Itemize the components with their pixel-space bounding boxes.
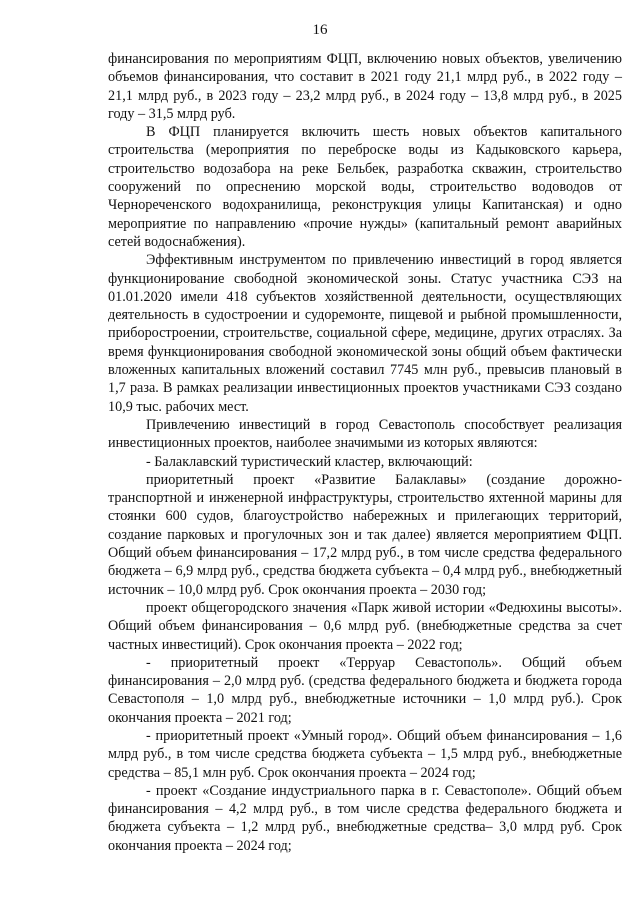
- page-number: 16: [312, 22, 328, 38]
- paragraph-investment-projects: Привлечению инвестиций в город Севастополь способствует реализация инвестиционных проектов, наиболее значимыми из которых являются:: [108, 416, 622, 452]
- paragraph-terroir-sevastopol: - приоритетный проект «Терруар Севастополь». Общий объем финансирования – 2,0 млрд руб. (средства федерального бюджета и бюджета города Севастополя – 1,0 млрд руб., внебюджетные источники – 1,0 млрд руб.). Срок окончания проекта – 2021 год;: [108, 654, 622, 726]
- document-body: [108, 50, 622, 855]
- paragraph-free-economic-zone: Эффективным инструментом по привлечению инвестиций в город является функционирование свободной экономической зоны. Статус участника СЭЗ на 01.01.2020 имели 418 субъектов хозяйственной деятельности, осуществляющих деятельность в судостроении и судоремонте, пищевой и рыбной промышленности, приборостроении, строительстве, социальной сфере, медицине, других отраслях. За время функционирования свободной экономической зоны общий объем фактически вложенных капитальных вложений составил 7745 млн руб., превысив плановый в 1,7 раза. В рамках реализации инвестиционных проектов участниками СЭЗ создано 10,9 тыс. рабочих мест.: [108, 252, 622, 415]
- paragraph-industrial-park: - проект «Создание индустриального парка в г. Севастополе». Общий объем финансирования – 4,2 млрд руб., в том числе средства федерального бюджета и бюджета субъекта – 1,2 млрд руб., внебюджетные средства– 3,0 млрд руб. Срок окончания проекта – 2024 год;: [108, 782, 622, 854]
- paragraph-balaklava-cluster: - Балаклавский туристический кластер, включающий:: [146, 453, 473, 470]
- paragraph-fedyukhiny-park: проект общегородского значения «Парк живой истории «Федюхины высоты». Общий объем финансирования – 0,6 млрд руб. (внебюджетные средства за счет частных инвестиций). Срок окончания проекта – 2022 год;: [108, 599, 622, 653]
- paragraph-new-objects: В ФЦП планируется включить шесть новых объектов капитального строительства (мероприятия по переброске воды из Кадыковского карьера, строительство водозабора на реке Бельбек, разработка скважин, строительство сооружений по опреснению морской воды, строительство водоводов от Чернореченского водохранилища, реконструкция улицы Капитанская) и одно мероприятие по направлению «прочие нужды» (капитальный ремонт аварийных сетей водоснабжения).: [108, 124, 622, 250]
- paragraph-smart-city: - приоритетный проект «Умный город». Общий объем финансирования – 1,6 млрд руб., в том числе средства бюджета субъекта – 1,5 млрд руб., внебюджетные средства – 85,1 млн руб. Срок окончания проекта – 2024 год;: [108, 727, 622, 781]
- paragraph-funding-years: финансирования по мероприятиям ФЦП, включению новых объектов, увеличению объемов финансирования, что составит в 2021 году 21,1 млрд руб., в 2022 году – 21,1 млрд руб., в 2023 году – 23,2 млрд руб., в 2024 году – 13,8 млрд руб., в 2025 году – 31,5 млрд руб.: [108, 51, 622, 122]
- paragraph-balaklava-development: приоритетный проект «Развитие Балаклавы» (создание дорожно-транспортной и инженерной инфраструктуры, строительство яхтенной марины для стоянки 600 судов, благоустройство набережных и прилегающих территорий, создание парковых и прогулочных зон и так далее) является мероприятием ФЦП. Общий объем финансирования – 17,2 млрд руб., в том числе средства федерального бюджета – 6,9 млрд руб., средства бюджета субъекта – 0,4 млрд руб., внебюджетный источник – 10,0 млрд руб. Срок окончания проекта – 2030 год;: [108, 471, 622, 598]
